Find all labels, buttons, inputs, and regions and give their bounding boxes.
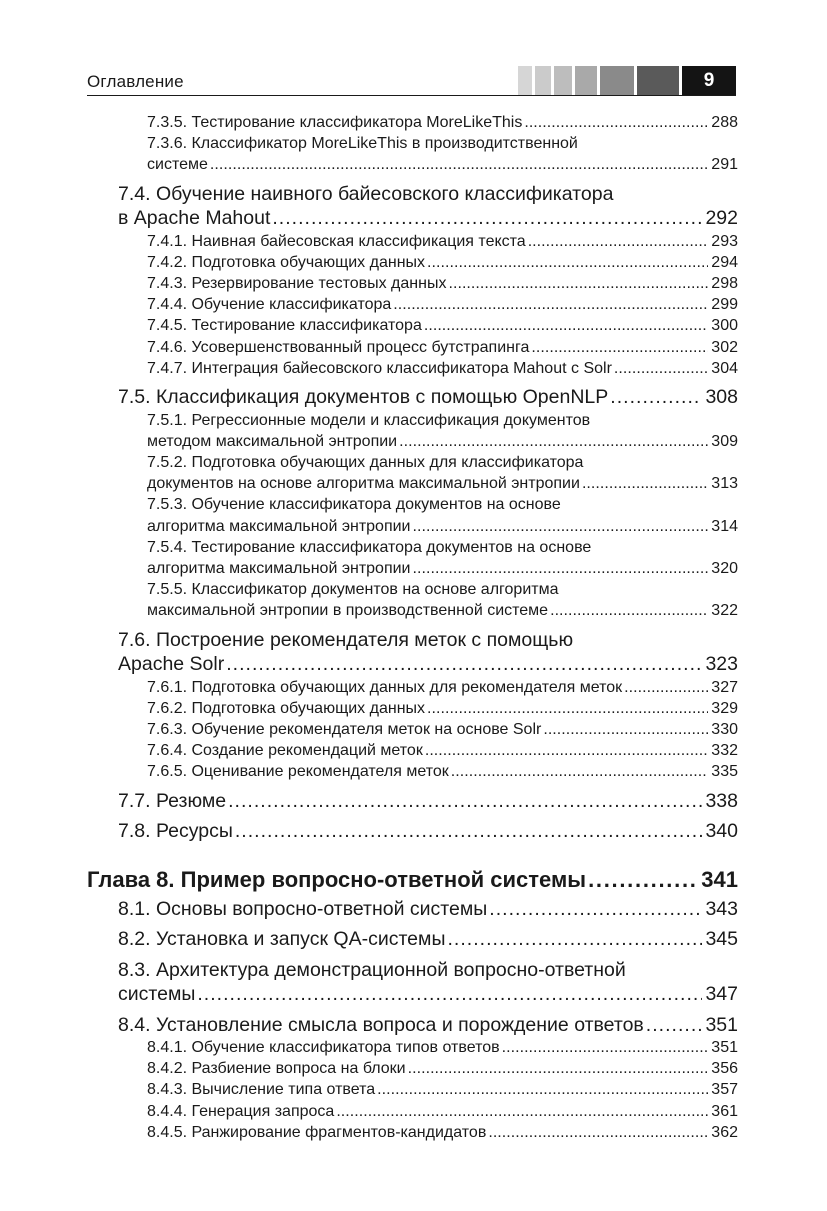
toc-line <box>118 652 738 677</box>
toc-subsection[interactable] <box>147 1101 738 1122</box>
toc-entry-title: 7.4.2. Подготовка обучающих данных <box>147 253 426 271</box>
band-block <box>600 66 634 95</box>
toc-subsection[interactable] <box>147 358 738 379</box>
toc-line <box>147 112 738 133</box>
toc-line <box>147 558 738 579</box>
toc-entry-title: 7.6.5. Оценивание рекомендателя меток <box>147 763 449 781</box>
toc-subsection[interactable] <box>147 410 738 452</box>
toc-entry-title: 8.4. Установление смысла вопроса и порождение ответов <box>118 1013 644 1036</box>
toc-page-number: 323 <box>705 653 738 676</box>
dot-leader <box>550 600 708 621</box>
toc-entry-title: алгоритма максимальной энтропии <box>147 517 411 535</box>
toc-line <box>118 789 738 814</box>
band-block <box>637 66 679 95</box>
toc-entry-title: 8.4.2. Разбиение вопроса на блоки <box>147 1060 406 1078</box>
toc-entry-title: 7.4.6. Усовершенствованный процесс бутстрапинга <box>147 338 530 356</box>
toc-line <box>147 358 738 379</box>
toc-page-number: 343 <box>705 897 738 920</box>
toc-line <box>118 206 738 231</box>
toc-subsection[interactable] <box>147 494 738 536</box>
dot-leader <box>336 1101 708 1122</box>
dot-leader <box>447 927 702 952</box>
toc-entry-title: 8.4.3. Вычисление типа ответа <box>147 1081 376 1099</box>
band-block <box>575 66 597 95</box>
toc-line <box>147 273 738 294</box>
toc-entry-title: 7.3.6. Классификатор MoreLikeThis в производитственной <box>147 135 578 153</box>
toc-page-number: 293 <box>711 232 738 250</box>
toc-page-number: 313 <box>711 475 738 493</box>
toc-subsection[interactable] <box>147 1122 738 1143</box>
toc-line <box>147 761 738 782</box>
toc-page-number: 302 <box>711 338 738 356</box>
dot-leader <box>235 819 703 844</box>
dot-leader <box>197 982 702 1007</box>
dot-leader <box>610 385 702 410</box>
toc-page-number: 335 <box>711 763 738 781</box>
toc-entry-title: 7.5.3. Обучение классификатора документов на основе <box>147 496 561 514</box>
dot-leader <box>588 866 698 894</box>
toc-entry-title: документов на основе алгоритма максимальной энтропии <box>147 475 580 493</box>
toc-entry-title: Apache Solr <box>118 653 225 676</box>
toc-page-number: 330 <box>711 720 738 738</box>
toc-line <box>147 1037 738 1058</box>
toc-line <box>147 452 738 473</box>
toc-section[interactable] <box>118 789 738 814</box>
toc-line <box>147 1079 738 1100</box>
toc-subsection[interactable] <box>147 740 738 761</box>
toc-line <box>147 231 738 252</box>
dot-leader <box>377 1079 708 1100</box>
toc-section[interactable] <box>118 897 738 922</box>
toc-entry-title: 7.4. Обучение наивного байесовского классификатора <box>118 182 614 205</box>
dot-leader <box>408 1058 709 1079</box>
toc-page-number: 308 <box>705 386 738 409</box>
toc-subsection[interactable] <box>147 761 738 782</box>
page-number: 9 <box>682 66 736 95</box>
toc-entry-title: 7.3.5. Тестирование классификатора MoreLikeThis <box>147 114 523 131</box>
toc-line <box>147 473 738 494</box>
toc-page-number: 304 <box>711 359 738 377</box>
toc-entry-title: системы <box>118 983 196 1006</box>
toc-page-number: 351 <box>711 1039 738 1057</box>
toc-page-number: 309 <box>711 432 738 450</box>
toc-entry-title: 7.5. Классификация документов с помощью OpenNLP <box>118 386 609 409</box>
toc-line <box>147 154 738 175</box>
toc-subsection[interactable] <box>147 579 738 621</box>
toc-subsection[interactable] <box>147 252 738 273</box>
dot-leader <box>425 740 708 761</box>
dot-leader <box>210 154 708 175</box>
dot-leader <box>272 206 702 231</box>
dot-leader <box>226 652 702 677</box>
dot-leader <box>614 358 708 379</box>
toc-line <box>118 819 738 844</box>
dot-leader <box>424 315 708 336</box>
dot-leader <box>399 431 708 452</box>
toc-page-number: 298 <box>711 275 738 293</box>
dot-leader <box>624 677 708 698</box>
toc-line <box>118 958 738 983</box>
toc-line <box>118 628 738 653</box>
toc-line <box>118 385 738 410</box>
toc-subsection[interactable] <box>147 698 738 719</box>
dot-leader <box>488 1122 708 1143</box>
toc-line <box>147 133 738 154</box>
toc-page-number: 332 <box>711 742 738 760</box>
toc-page-number: 299 <box>711 296 738 314</box>
toc-line <box>147 1058 738 1079</box>
toc-page-number: 340 <box>705 820 738 843</box>
running-header-title: Оглавление <box>87 72 184 91</box>
toc-subsection[interactable] <box>147 112 738 133</box>
dot-leader <box>646 1013 703 1038</box>
dot-leader <box>228 789 702 814</box>
spacer <box>87 844 738 866</box>
toc-entry-title: 7.4.3. Резервирование тестовых данных <box>147 275 447 293</box>
toc-subsection[interactable] <box>147 1037 738 1058</box>
dot-leader <box>393 294 708 315</box>
toc-subsection[interactable] <box>147 452 738 494</box>
header-gradient-band <box>518 66 736 95</box>
toc-line <box>147 252 738 273</box>
toc-entry-title: 8.4.1. Обучение классификатора типов ответов <box>147 1039 500 1057</box>
toc-subsection[interactable] <box>147 273 738 294</box>
toc-line <box>147 600 738 621</box>
toc-line <box>147 431 738 452</box>
toc-entry-title: 7.4.5. Тестирование классификатора <box>147 317 422 335</box>
toc-page-number: 294 <box>711 253 738 271</box>
toc-line <box>147 698 738 719</box>
toc-line <box>147 315 738 336</box>
toc-page-number: 291 <box>711 156 738 174</box>
toc-section[interactable] <box>118 927 738 952</box>
toc-entry-title: 7.7. Резюме <box>118 789 227 812</box>
toc-line <box>147 294 738 315</box>
toc-section[interactable] <box>118 385 738 410</box>
header-rule <box>87 95 736 96</box>
toc-line <box>147 719 738 740</box>
toc-page-number: 361 <box>711 1102 738 1120</box>
toc-subsection[interactable] <box>147 133 738 175</box>
toc-subsection[interactable] <box>147 231 738 252</box>
toc-page-number: 314 <box>711 517 738 535</box>
toc-line <box>147 1122 738 1143</box>
toc-page-number: 300 <box>711 317 738 335</box>
toc-entry-title: системе <box>147 156 208 174</box>
toc-line <box>147 677 738 698</box>
toc-page-number: 320 <box>711 559 738 577</box>
toc-line <box>118 982 738 1007</box>
dot-leader <box>413 558 709 579</box>
toc-line <box>147 494 738 515</box>
toc-entry-title: 8.2. Установка и запуск QA-системы <box>118 928 446 951</box>
toc-entry-title: 7.6. Построение рекомендателя меток с помощью <box>118 628 574 651</box>
toc-page-number: 338 <box>705 789 738 812</box>
toc-section[interactable] <box>118 182 738 231</box>
toc-line <box>147 516 738 537</box>
toc-entry-title: максимальной энтропии в производственной системе <box>147 602 549 620</box>
band-block <box>554 66 572 95</box>
toc-line <box>147 579 738 600</box>
toc-entry-title: 7.6.1. Подготовка обучающих данных для рекомендателя меток <box>147 678 623 696</box>
dot-leader <box>448 273 708 294</box>
band-block <box>535 66 551 95</box>
toc-line <box>118 1013 738 1038</box>
toc-line <box>147 537 738 558</box>
toc-entry-title: алгоритма максимальной энтропии <box>147 559 411 577</box>
toc-entry-title: 8.1. Основы вопросно-ответной системы <box>118 897 488 920</box>
toc-line <box>118 927 738 952</box>
toc-line <box>147 337 738 358</box>
table-of-contents <box>87 112 738 1143</box>
dot-leader <box>413 516 709 537</box>
toc-subsection[interactable] <box>147 537 738 579</box>
toc-line <box>118 897 738 922</box>
toc-subsection[interactable] <box>147 315 738 336</box>
toc-page-number: 288 <box>711 114 738 131</box>
toc-section[interactable] <box>118 958 738 1007</box>
toc-entry-title: 7.8. Ресурсы <box>118 820 233 843</box>
toc-page-number: 329 <box>711 699 738 717</box>
dot-leader <box>502 1037 709 1058</box>
toc-entry-title: 7.4.1. Наивная байесовская классификация текста <box>147 232 526 250</box>
dot-leader <box>427 698 708 719</box>
toc-subsection[interactable] <box>147 337 738 358</box>
dot-leader <box>543 719 708 740</box>
toc-entry-title: 7.6.3. Обучение рекомендателя меток на основе Solr <box>147 720 542 738</box>
band-block <box>518 66 532 95</box>
toc-section[interactable] <box>118 628 738 677</box>
toc-entry-title: 7.6.4. Создание рекомендаций меток <box>147 742 423 760</box>
toc-subsection[interactable] <box>147 294 738 315</box>
toc-line <box>147 1101 738 1122</box>
toc-page-number: 356 <box>711 1060 738 1078</box>
toc-line <box>118 182 738 207</box>
toc-entry-title: Глава 8. Пример вопросно-ответной системы <box>87 866 587 892</box>
toc-entry-title: 7.6.2. Подготовка обучающих данных <box>147 699 426 717</box>
toc-line <box>87 866 738 894</box>
toc-page-number: 351 <box>705 1013 738 1036</box>
toc-page-number: 347 <box>705 983 738 1006</box>
toc-page-number: 322 <box>711 602 738 620</box>
toc-section[interactable] <box>118 819 738 844</box>
toc-page-number: 327 <box>711 678 738 696</box>
dot-leader <box>427 252 708 273</box>
toc-entry-title: методом максимальной энтропии <box>147 432 398 450</box>
toc-page-number: 362 <box>711 1123 738 1141</box>
dot-leader <box>528 231 709 252</box>
toc-entry-title: 7.4.7. Интеграция байесовского классификатора Mahout с Solr <box>147 359 612 377</box>
toc-page-number: 292 <box>705 207 738 230</box>
toc-page-number: 345 <box>705 928 738 951</box>
toc-entry-title: 7.5.2. Подготовка обучающих данных для классификатора <box>147 453 584 471</box>
dot-leader <box>451 761 709 782</box>
toc-page-number: 357 <box>711 1081 738 1099</box>
toc-section[interactable] <box>118 1013 738 1038</box>
toc-subsection[interactable] <box>147 1058 738 1079</box>
toc-entry-title: 8.3. Архитектура демонстрационной вопросно-ответной <box>118 958 626 981</box>
toc-page-number: 341 <box>701 866 738 892</box>
toc-entry-title: 7.5.5. Классификатор документов на основе алгоритма <box>147 581 559 599</box>
toc-subsection[interactable] <box>147 719 738 740</box>
toc-subsection[interactable] <box>147 1079 738 1100</box>
toc-entry-title: 7.4.4. Обучение классификатора <box>147 296 392 314</box>
toc-chapter[interactable] <box>87 866 738 894</box>
dot-leader <box>582 473 708 494</box>
toc-entry-title: 8.4.5. Ранжирование фрагментов-кандидатов <box>147 1123 487 1141</box>
toc-entry-title: 8.4.4. Генерация запроса <box>147 1102 335 1120</box>
toc-entry-title: в Apache Mahout <box>118 207 271 230</box>
dot-leader <box>531 337 708 358</box>
toc-entry-title: 7.5.4. Тестирование классификатора документов на основе <box>147 538 592 556</box>
toc-line <box>147 410 738 431</box>
dot-leader <box>524 112 708 133</box>
toc-line <box>147 740 738 761</box>
dot-leader <box>489 897 702 922</box>
toc-entry-title: 7.5.1. Регрессионные модели и классификация документов <box>147 411 591 429</box>
toc-subsection[interactable] <box>147 677 738 698</box>
